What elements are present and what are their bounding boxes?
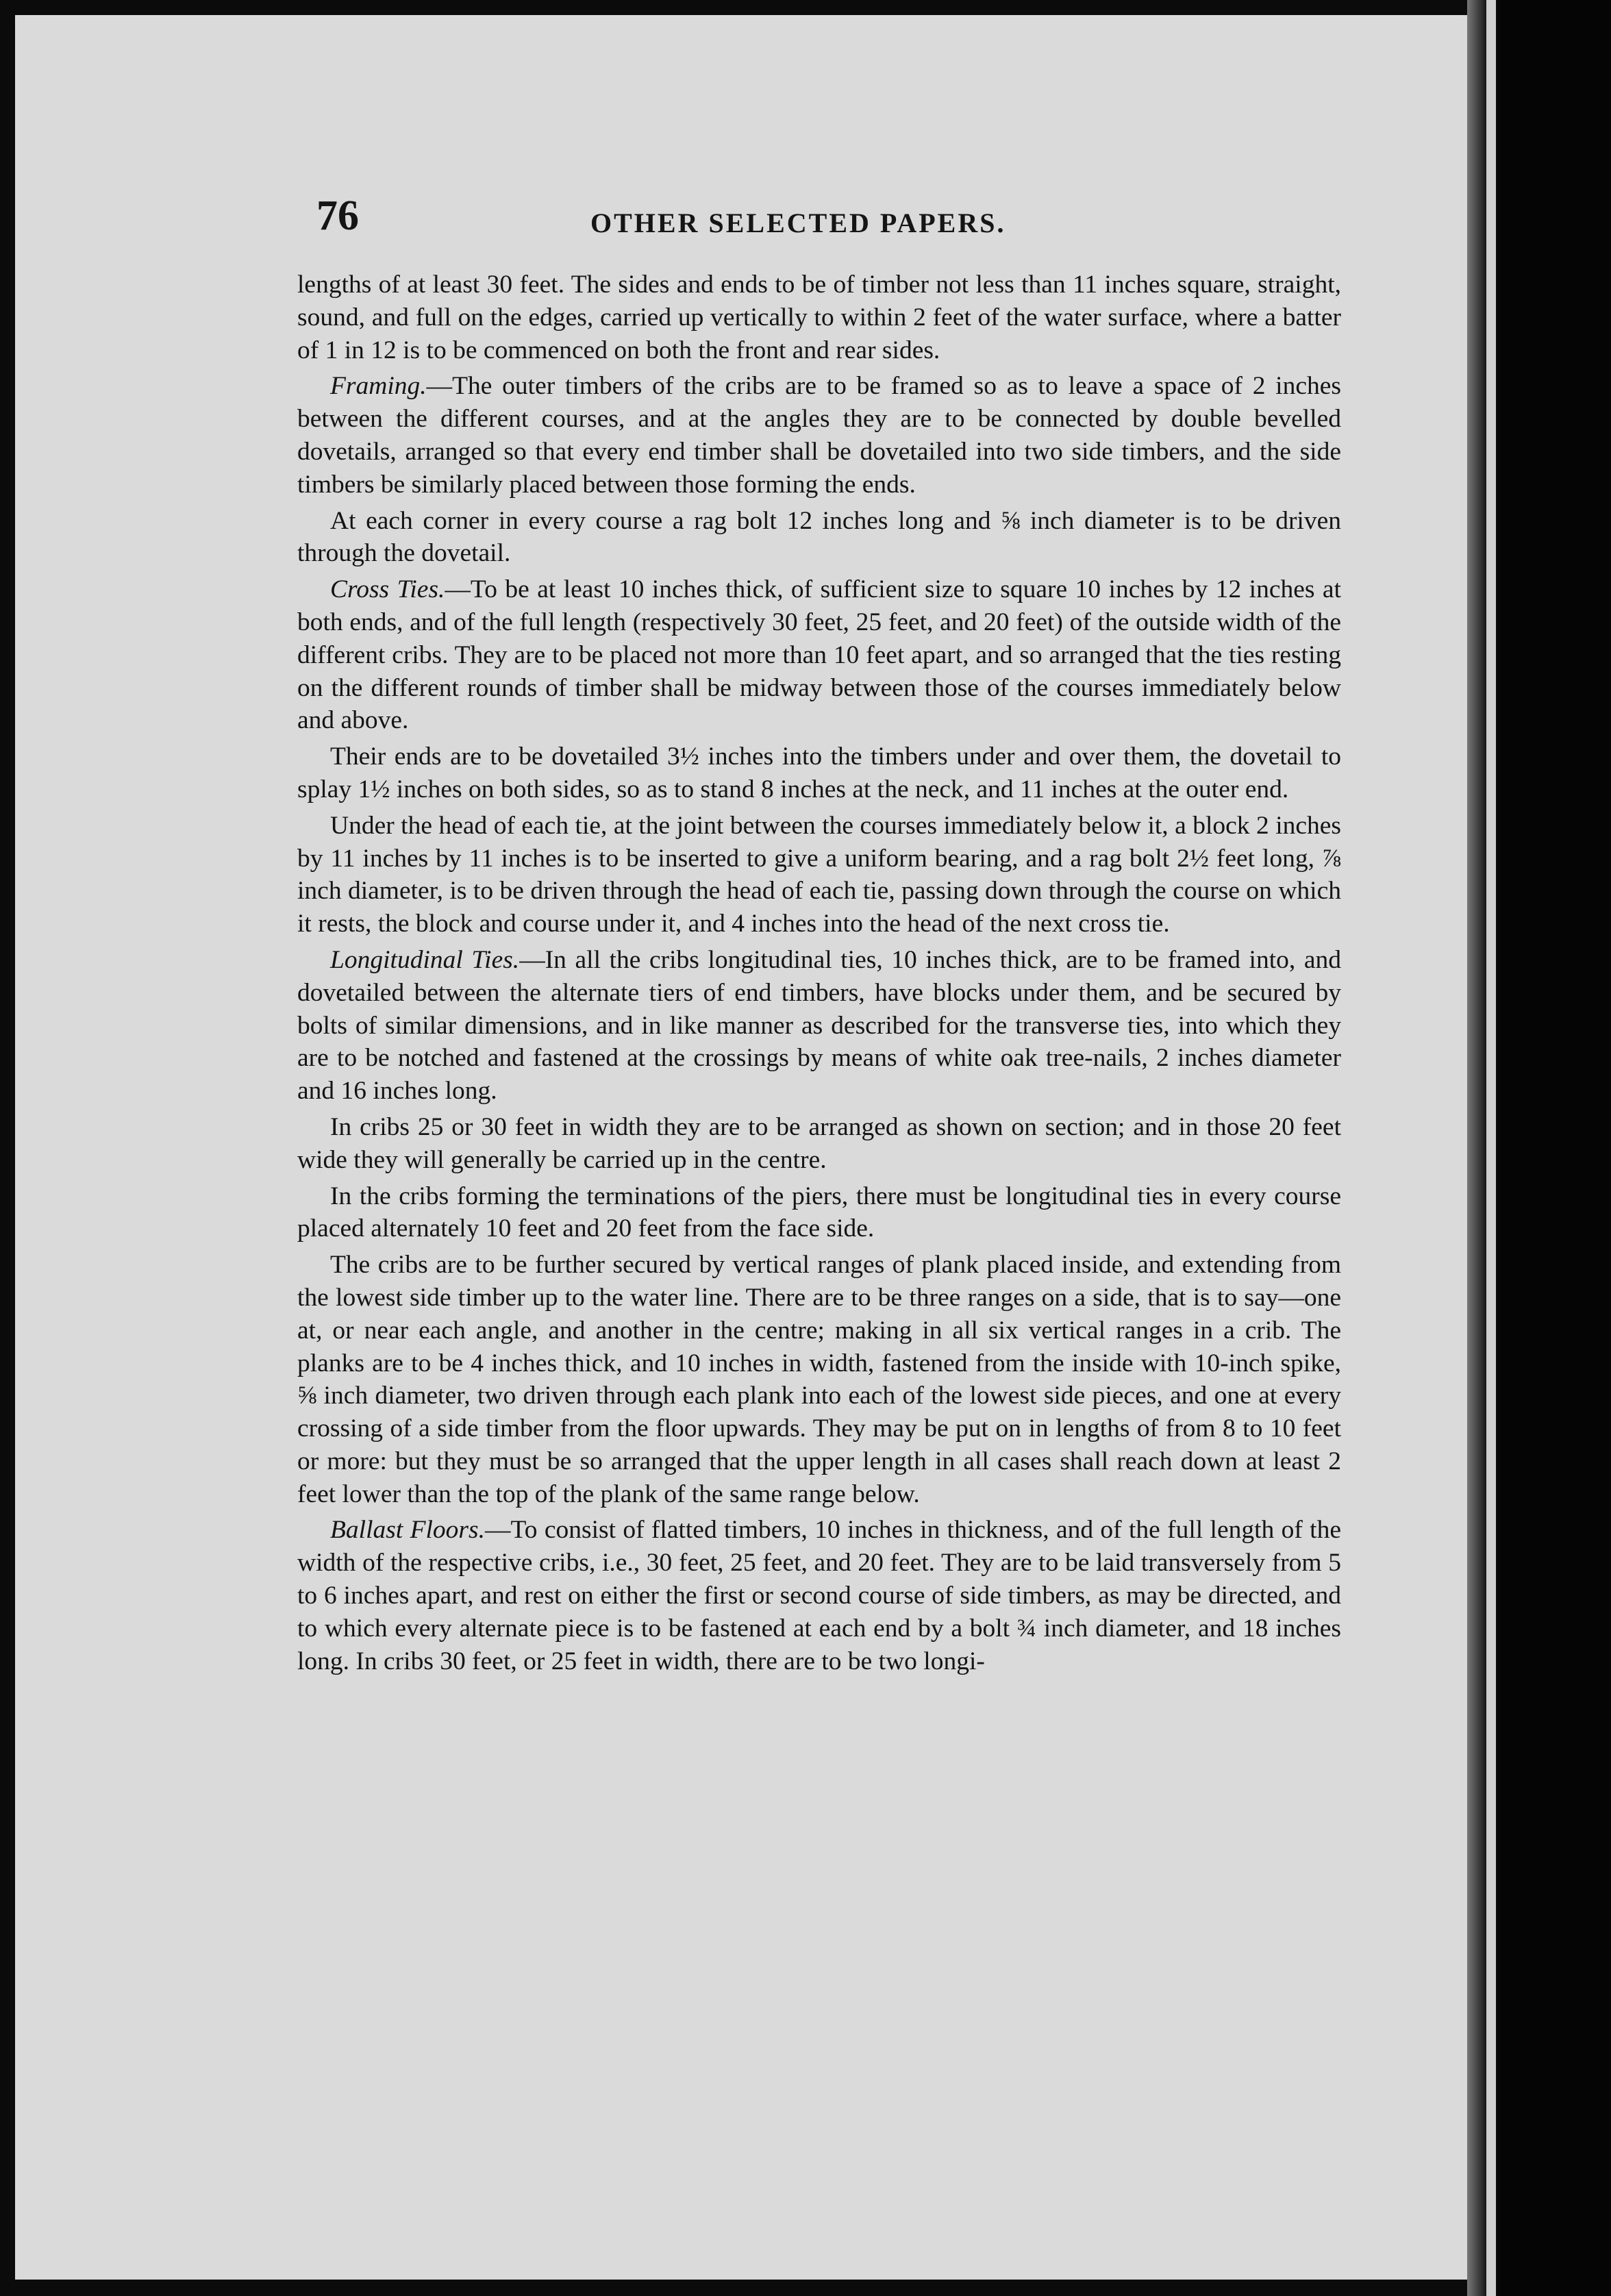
scan-border xyxy=(1497,0,1611,2296)
paragraph xyxy=(297,1111,1341,1177)
section-heading-cross-ties: Cross Ties. xyxy=(330,575,445,604)
paragraph xyxy=(297,740,1341,806)
section-heading-framing: Framing. xyxy=(330,372,427,401)
paragraph-text: —In all the cribs longitudinal ties, 10 inches thick, are to be framed into, and dovetailed between the alternate tiers of end timbers, have blocks under them, and be secured by bolts of similar dimensions, and in like manner as described for the transverse ties, into which they are to be notched and fastened at the crossings by means of white oak tree-nails, 2 inches diameter and 16 inches long. xyxy=(297,945,1341,1106)
body-text xyxy=(297,269,1341,1677)
paragraph-text: The cribs are to be further secured by vertical ranges of plank placed inside, and extending from the lowest side timber up to the water line. There are to be three ranges on a side, that is to say—one at, or near each angle, and another in the centre; making in all six vertical ranges in a crib. The planks are to be 4 inches thick, and 10 inches in width, fastened from the inside with 10-inch spike, ⅝ inch diameter, two driven through each plank into each of the lowest side pieces, and one at every crossing of a side timber from the floor upwards. They may be put on in lengths of from 8 to 10 feet or more: but they must be so arranged that the upper length in all cases shall reach down at least 2 feet lower than the top of the plank of the same range below. xyxy=(297,1251,1341,1508)
paragraph xyxy=(297,370,1341,501)
paragraph-text: In the cribs forming the terminations of the piers, there must be longitudinal ties in every course placed alternately 10 feet and 20 feet from the face side. xyxy=(297,1182,1341,1243)
paragraph xyxy=(297,573,1341,737)
book-page xyxy=(15,15,1479,2280)
running-head: OTHER SELECTED PAPERS. xyxy=(590,208,1006,238)
paragraph xyxy=(297,1249,1341,1510)
page-gutter-shadow xyxy=(1467,0,1488,2296)
paragraph xyxy=(297,810,1341,940)
page-header xyxy=(316,192,1344,247)
section-heading-ballast-floors: Ballast Floors. xyxy=(330,1516,485,1545)
paragraph-text: lengths of at least 30 feet. The sides and ends to be of timber not less than 11 inches square, straight, sound, and full on the edges, carried up vertically to within 2 feet of the water surface, where a batter of 1 in 12 is to be commenced on both the front and rear sides. xyxy=(297,271,1341,364)
paragraph-text: Their ends are to be dovetailed 3½ inches into the timbers under and over them, the dovetail to splay 1½ inches on both sides, so as to stand 8 inches at the neck, and 11 inches at the outer end. xyxy=(297,743,1341,803)
page-number: 76 xyxy=(316,192,359,239)
paragraph xyxy=(297,1180,1341,1246)
paragraph-text: In cribs 25 or 30 feet in width they are to be arranged as shown on section; and in those 20 feet wide they will generally be carried up in the centre. xyxy=(297,1112,1341,1174)
paragraph-text: Under the head of each tie, at the joint between the courses immediately below it, a block 2 inches by 11 inches by 11 inches is to be inserted to give a uniform bearing, and a rag bolt 2½ feet long, ⅞ inch diameter, is to be driven through the head of each tie, passing down through the course on which it rests, the block and course under it, and 4 inches into the head of the next cross tie. xyxy=(297,811,1341,938)
paragraph xyxy=(297,1514,1341,1677)
paragraph xyxy=(297,269,1341,366)
paragraph xyxy=(297,505,1341,571)
section-heading-longitudinal-ties: Longitudinal Ties. xyxy=(330,945,520,974)
paragraph-text: —To be at least 10 inches thick, of sufficient size to square 10 inches by 12 inches at both ends, and of the full length (respectively 30 feet, 25 feet, and 20 feet) of the outside width of the different cribs. They are to be placed not more than 10 feet apart, and so arranged that the ties resting on the different rounds of timber shall be midway between those of the courses immediately below and above. xyxy=(297,575,1341,735)
paragraph xyxy=(297,944,1341,1108)
paragraph-text: —The outer timbers of the cribs are to be framed so as to leave a space of 2 inches between the different courses, and at the angles they are to be connected by double bevelled dovetails, arranged so that every end timber shall be dovetailed into two side timbers, and the side timbers be similarly placed between those forming the ends. xyxy=(297,372,1341,499)
page-edge xyxy=(1486,0,1496,2296)
paragraph-text: At each corner in every course a rag bolt 12 inches long and ⅝ inch diameter is to be driven through the dovetail. xyxy=(297,506,1341,568)
paragraph-text: —To consist of flatted timbers, 10 inches in thickness, and of the full length of the width of the respective cribs, i.e., 30 feet, 25 feet, and 20 feet. They are to be laid transversely from 5 to 6 inches apart, and rest on either the first or second course of side timbers, as may be directed, and to which every alternate piece is to be fastened at each end by a bolt ¾ inch diameter, and 18 inches long. In cribs 30 feet, or 25 feet in width, there are to be two longi- xyxy=(297,1516,1341,1675)
